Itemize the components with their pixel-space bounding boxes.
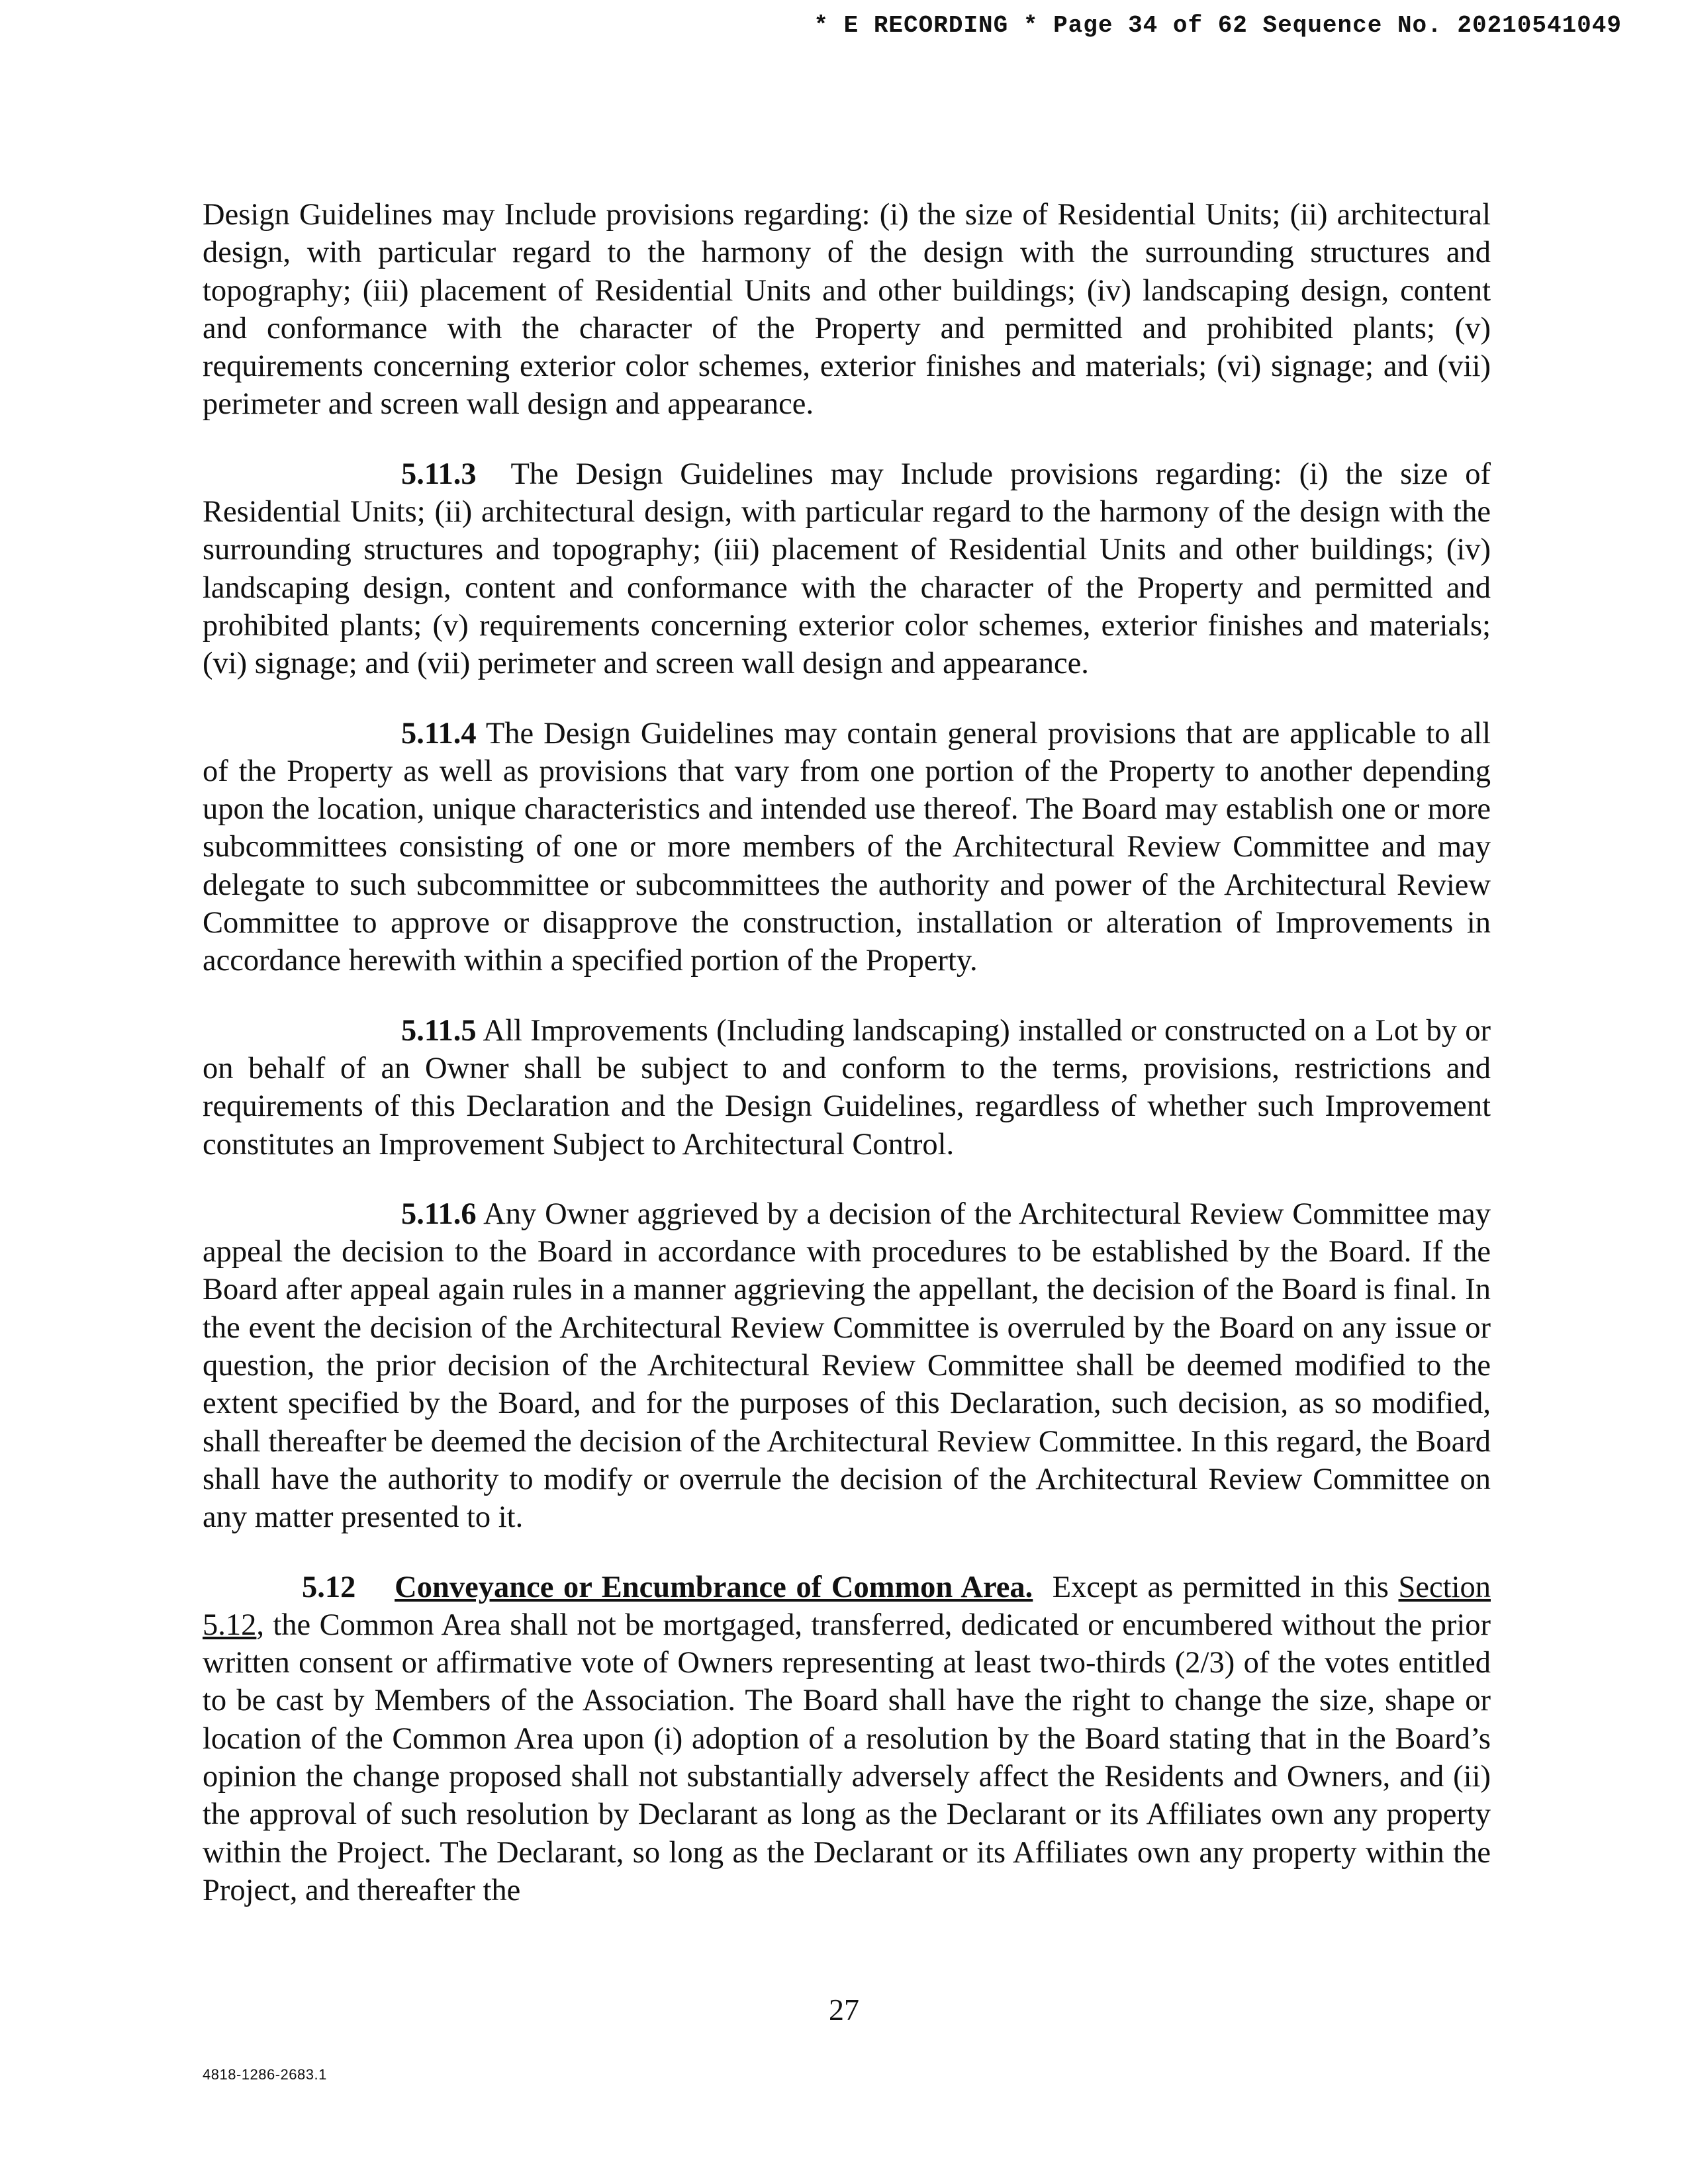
section-number: 5.11.4 <box>401 716 477 751</box>
section-number: 5.11.5 <box>401 1013 477 1048</box>
section-text: The Design Guidelines may contain general provisions that are applicable to all of the Property as well as provisions that vary from one portion of the Property to another depending upon the location, unique characteristics and intended use thereof. The Board may establish one or more subcommittees consisting of one or more members of the Architectural Review Committee and may delegate to such subcommittee or subcommittees the authority and power of the Architectural Review Committee to approve or disapprove the construction, installation or alteration of Improvements in accordance herewith within a specified portion of the Property. <box>203 716 1491 978</box>
document-id: 4818-1286-2683.1 <box>203 2066 327 2083</box>
document-body <box>203 196 1491 1909</box>
section-text: Except as permitted in this <box>1052 1570 1389 1604</box>
section-5-12 <box>203 1569 1491 1910</box>
section-text-continued: , the Common Area shall not be mortgaged, transferred, dedicated or encumbered without the prior written consent or affirmative vote of Owners representing at least two-thirds (2/3) of the votes entitled to be cast by Members of the Association. The Board shall have the right to change the size, shape or location of the Common Area upon (i) adoption of a resolution by the Board stating that in the Board’s opinion the change proposed shall not substantially adversely affect the Residents and Owners, and (ii) the approval of such resolution by Declarant as long as the Declarant or its Affiliates own any property within the Project. The Declarant, so long as the Declarant or its Affiliates own any property within the Project, and thereafter the <box>203 1608 1491 1907</box>
section-5-11-3 <box>203 455 1491 683</box>
section-reference: Section 5.12 <box>203 1570 1491 1642</box>
section-number: 5.12 <box>302 1570 356 1604</box>
section-heading: Conveyance or Encumbrance of Common Area. <box>395 1570 1033 1604</box>
paragraph-text: Design Guidelines may Include provisions regarding: (i) the size of Residential Units; (ii) architectural design, with particular regard to the harmony of the design with the surrounding structures and topography; (iii) placement of Residential Units and other buildings; (iv) landscaping design, content and conformance with the character of the Property and permitted and prohibited plants; (v) requirements concerning exterior color schemes, exterior finishes and materials; (vi) signage; and (vii) perimeter and screen wall design and appearance. <box>203 198 1491 422</box>
section-text: The Design Guidelines may Include provisions regarding: (i) the size of Residential Units; (ii) architectural design, with particular regard to the harmony of the design with the surrounding structures and topography; (iii) placement of Residential Units and other buildings; (iv) landscaping design, content and conformance with the character of the Property and permitted and prohibited plants; (v) requirements concerning exterior color schemes, exterior finishes and materials; (vi) signage; and (vii) perimeter and screen wall design and appearance. <box>203 457 1491 681</box>
section-number: 5.11.3 <box>401 457 477 491</box>
section-5-11-5 <box>203 1012 1491 1163</box>
section-5-11-6 <box>203 1195 1491 1537</box>
section-number: 5.11.6 <box>401 1197 477 1231</box>
paragraph-continuation <box>203 196 1491 424</box>
section-5-11-4 <box>203 715 1491 980</box>
recording-header: * E RECORDING * Page 34 of 62 Sequence No. 20210541049 <box>814 12 1622 39</box>
section-text: Any Owner aggrieved by a decision of the Architectural Review Committee may appeal the decision to the Board in accordance with procedures to be established by the Board. If the Board after appeal again rules in a manner aggrieving the appellant, the decision of the Board is final. In the event the decision of the Architectural Review Committee is overruled by the Board on any issue or question, the prior decision of the Architectural Review Committee shall be deemed modified to the extent specified by the Board, and for the purposes of this Declaration, such decision, as so modified, shall thereafter be deemed the decision of the Architectural Review Committee. In this regard, the Board shall have the authority to modify or overrule the decision of the Architectural Review Committee on any matter presented to it. <box>203 1197 1491 1535</box>
section-text: All Improvements (Including landscaping) installed or constructed on a Lot by or on behalf of an Owner shall be subject to and conform to the terms, provisions, restrictions and requirements of this Declaration and the Design Guidelines, regardless of whether such Improvement constitutes an Improvement Subject to Architectural Control. <box>203 1013 1491 1161</box>
page-number: 27 <box>829 1993 859 2026</box>
